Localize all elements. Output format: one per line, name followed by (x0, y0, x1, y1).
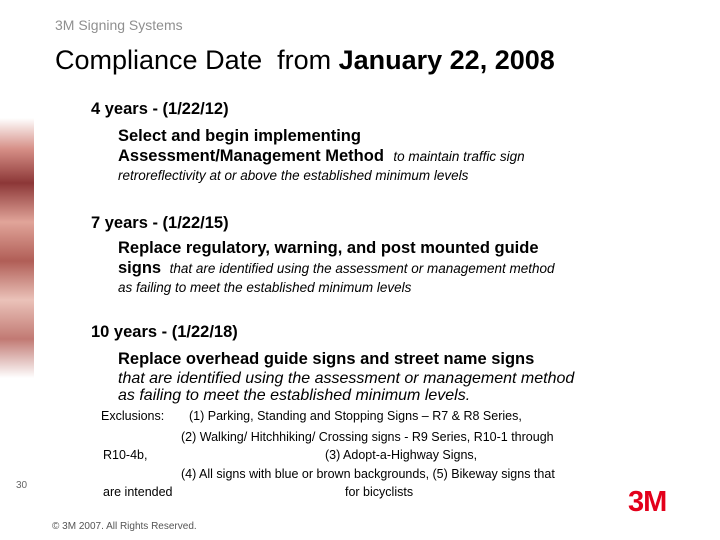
item-1-method: Assessment/Management Method (118, 147, 384, 165)
item-2-line3: as failing to meet the established minimum levels (118, 280, 412, 295)
slide-number: 30 (16, 480, 28, 491)
item-1-line3: retroreflectivity at or above the established minimum levels (118, 168, 469, 183)
exclusions-line4: (4) All signs with blue or brown backgrounds, (5) Bikeway signs that (181, 467, 555, 481)
item-2-signs: signs (118, 259, 162, 277)
slide-title (55, 45, 555, 76)
item-2-line2-italic: that are identified using the assessment or management method (169, 261, 555, 276)
exclusions-label: Exclusions: (101, 409, 165, 423)
exclusions-line3b: (3) Adopt-a-Highway Signs, (325, 448, 478, 462)
exclusions-line2: (2) Walking/ Hitchhiking/ Crossing signs - R9 Series, R10-1 through (181, 430, 554, 444)
exclusions-line5a: are intended (103, 485, 173, 499)
decorative-red-strip (0, 118, 34, 378)
title-date: January 22, 2008 (338, 45, 555, 75)
exclusions-line5b: for bicyclists (345, 485, 414, 499)
copyright-notice: © 3M 2007. All Rights Reserved. (52, 521, 197, 532)
item-1-line2 (118, 147, 525, 166)
item-2-heading: 7 years - (1/22/15) (91, 214, 229, 232)
item-3-line1: Replace overhead guide signs and street name signs (118, 350, 535, 368)
item-3-line3: as failing to meet the established minimum levels. (118, 387, 471, 404)
item-1-heading: 4 years - (1/22/12) (91, 100, 229, 118)
item-1-line1: Select and begin implementing (118, 127, 361, 145)
item-1-line2-italic: to maintain traffic sign (393, 149, 525, 164)
item-2-line1: Replace regulatory, warning, and post mounted guide (118, 239, 539, 257)
exclusions-line3a: R10-4b, (103, 448, 148, 462)
exclusions-line1: (1) Parking, Standing and Stopping Signs – R7 & R8 Series, (189, 409, 522, 423)
3m-logo: 3M (628, 486, 667, 518)
item-2-line2 (118, 259, 555, 278)
brand-label: 3M Signing Systems (55, 17, 183, 33)
item-3-line2: that are identified using the assessment or management method (118, 370, 575, 387)
title-prefix: Compliance Date from (55, 45, 339, 75)
item-3-heading: 10 years - (1/22/18) (91, 323, 238, 341)
